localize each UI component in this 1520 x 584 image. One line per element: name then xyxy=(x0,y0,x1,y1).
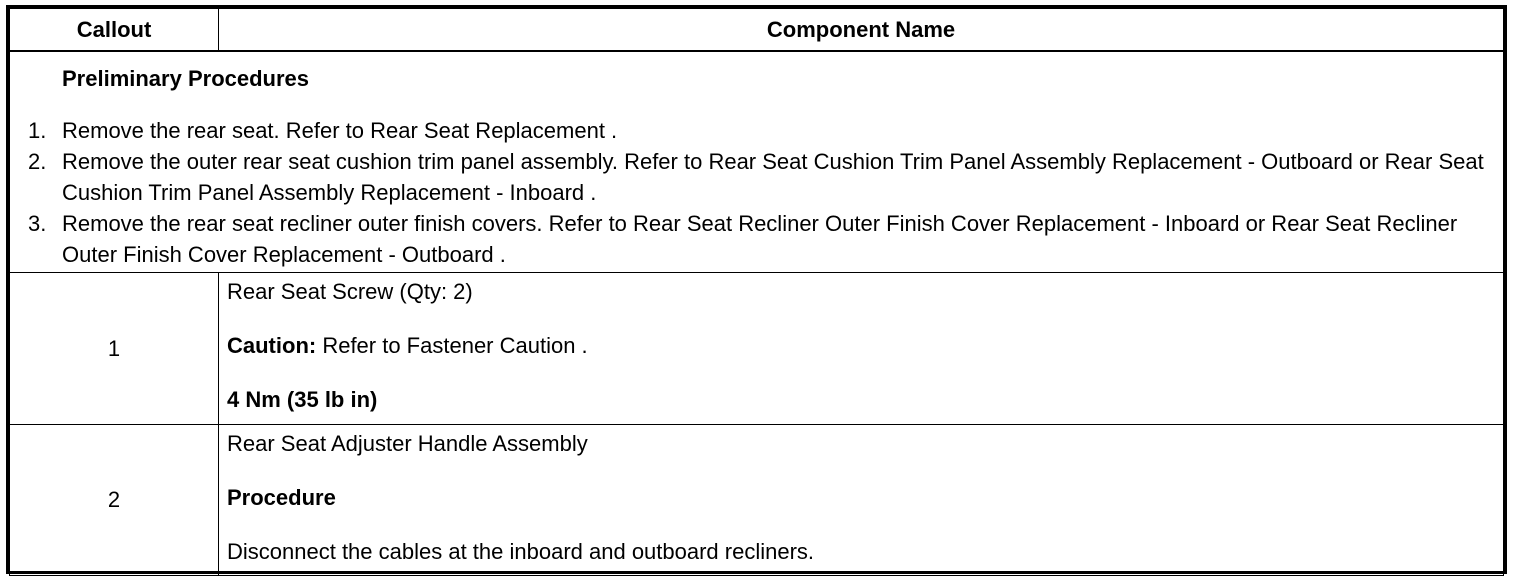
preliminary-title: Preliminary Procedures xyxy=(62,66,310,91)
torque-value: 4 Nm (35 lb in) xyxy=(227,387,378,412)
step-number: 3. xyxy=(28,211,47,236)
table-header-row xyxy=(10,9,1504,52)
header-component-name: Component Name xyxy=(219,9,1504,52)
procedure-text: Disconnect the cables at the inboard and outboard recliners. xyxy=(227,539,815,564)
component-table-frame xyxy=(6,5,1507,574)
step-item xyxy=(28,115,1503,146)
step-text: Remove the outer rear seat cushion trim panel assembly. Refer to Rear Seat Cushion Trim Panel Assembly Replacement - Outboard or Rear Seat Cushion Trim Panel Assembly Replacement - Inboard . xyxy=(62,149,1484,205)
step-number: 2. xyxy=(28,149,47,174)
preliminary-cell xyxy=(10,51,1504,273)
component-table xyxy=(9,8,1504,576)
table-row xyxy=(10,425,1504,576)
callout-cell: 2 xyxy=(10,425,219,576)
caution-line xyxy=(227,333,1495,359)
step-text: Remove the rear seat recliner outer finish covers. Refer to Rear Seat Recliner Outer Finish Cover Replacement - Inboard or Rear Seat Recliner Outer Finish Cover Replacement - Outboard . xyxy=(62,211,1458,267)
preliminary-steps xyxy=(10,115,1503,270)
torque-spec xyxy=(227,387,1495,413)
step-text: Remove the rear seat. Refer to Rear Seat Replacement . xyxy=(62,118,618,143)
component-name: Rear Seat Adjuster Handle Assembly xyxy=(227,431,588,456)
header-callout: Callout xyxy=(10,9,219,52)
callout-cell: 1 xyxy=(10,273,219,425)
step-item xyxy=(28,146,1503,208)
preliminary-row xyxy=(10,51,1504,273)
step-item xyxy=(28,208,1503,270)
component-cell xyxy=(219,273,1504,425)
step-number: 1. xyxy=(28,118,47,143)
procedure-label xyxy=(227,485,1495,511)
component-cell xyxy=(219,425,1504,576)
caution-text: Refer to Fastener Caution . xyxy=(316,333,588,358)
component-name: Rear Seat Screw (Qty: 2) xyxy=(227,279,473,304)
table-row xyxy=(10,273,1504,425)
caution-label: Caution: xyxy=(227,333,317,358)
procedure-label-text: Procedure xyxy=(227,485,336,510)
